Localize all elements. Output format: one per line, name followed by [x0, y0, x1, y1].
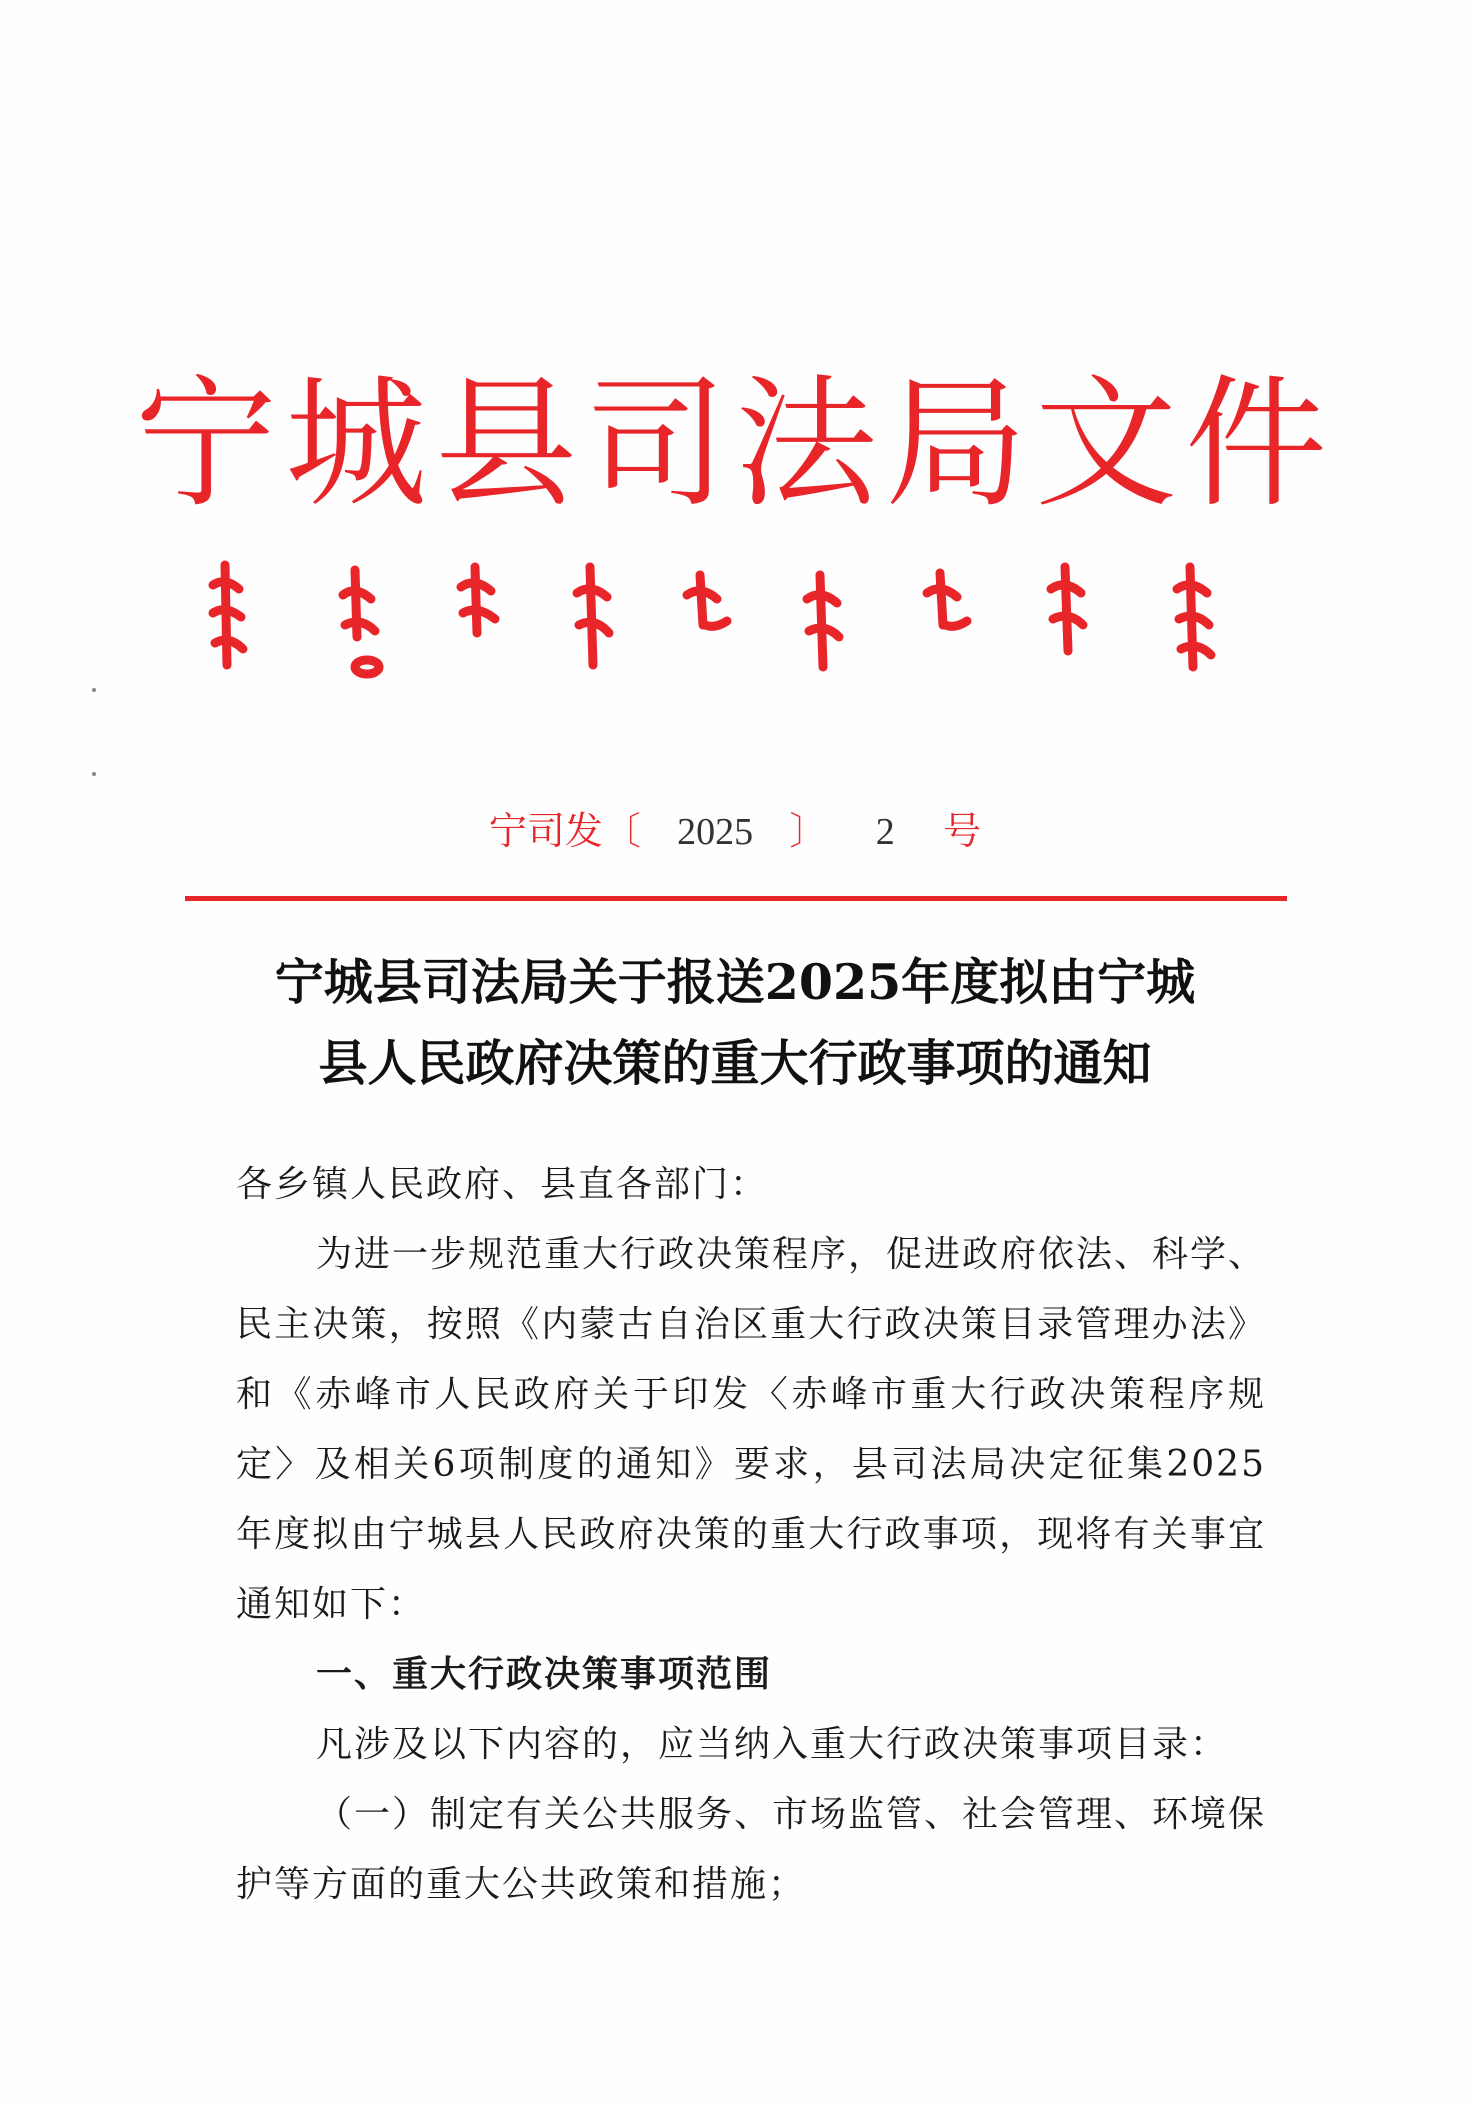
- mongolian-script-graphic: [205, 555, 1275, 685]
- document-body: [236, 1150, 1266, 1920]
- doc-number-mid: 〕: [789, 809, 828, 853]
- red-divider-line: [185, 896, 1287, 901]
- mongolian-script-masthead: [205, 555, 1275, 685]
- section-heading: 一、重大行政决策事项范围: [316, 1654, 773, 1695]
- title-line-1: 宁城县司法局关于报送2025年度拟由宁城: [274, 953, 1196, 1011]
- masthead-title: 宁城县司法局文件: [135, 362, 1335, 527]
- doc-number-value: 2: [875, 811, 895, 853]
- document-number: [0, 805, 1470, 858]
- doc-number-suffix: 号: [943, 809, 982, 853]
- doc-number-prefix: 宁司发〔: [488, 809, 641, 853]
- scan-speck: [92, 772, 96, 776]
- body-paragraph: （一）制定有关公共服务、市场监管、社会管理、环境保护等方面的重大公共政策和措施；: [236, 1794, 1267, 1905]
- salutation: 各乡镇人民政府、县直各部门：: [236, 1164, 769, 1205]
- document-title: [0, 942, 1470, 1104]
- scan-speck: [92, 688, 96, 692]
- title-line-2: 县人民政府决策的重大行政事项的通知: [318, 1034, 1152, 1092]
- doc-number-year: 2025: [677, 811, 754, 853]
- body-paragraph: 为进一步规范重大行政决策程序，促进政府依法、科学、民主决策，按照《内蒙古自治区重大行政决策目录管理办法》和《赤峰市人民政府关于印发〈赤峰市重大行政决策程序规定〉及相关6项制度的通知》要求，县司法局决定征集2025年度拟由宁城县人民政府决策的重大行政事项，现将有关事宜通知如下：: [236, 1234, 1267, 1625]
- body-paragraph: 凡涉及以下内容的，应当纳入重大行政决策事项目录：: [316, 1724, 1229, 1765]
